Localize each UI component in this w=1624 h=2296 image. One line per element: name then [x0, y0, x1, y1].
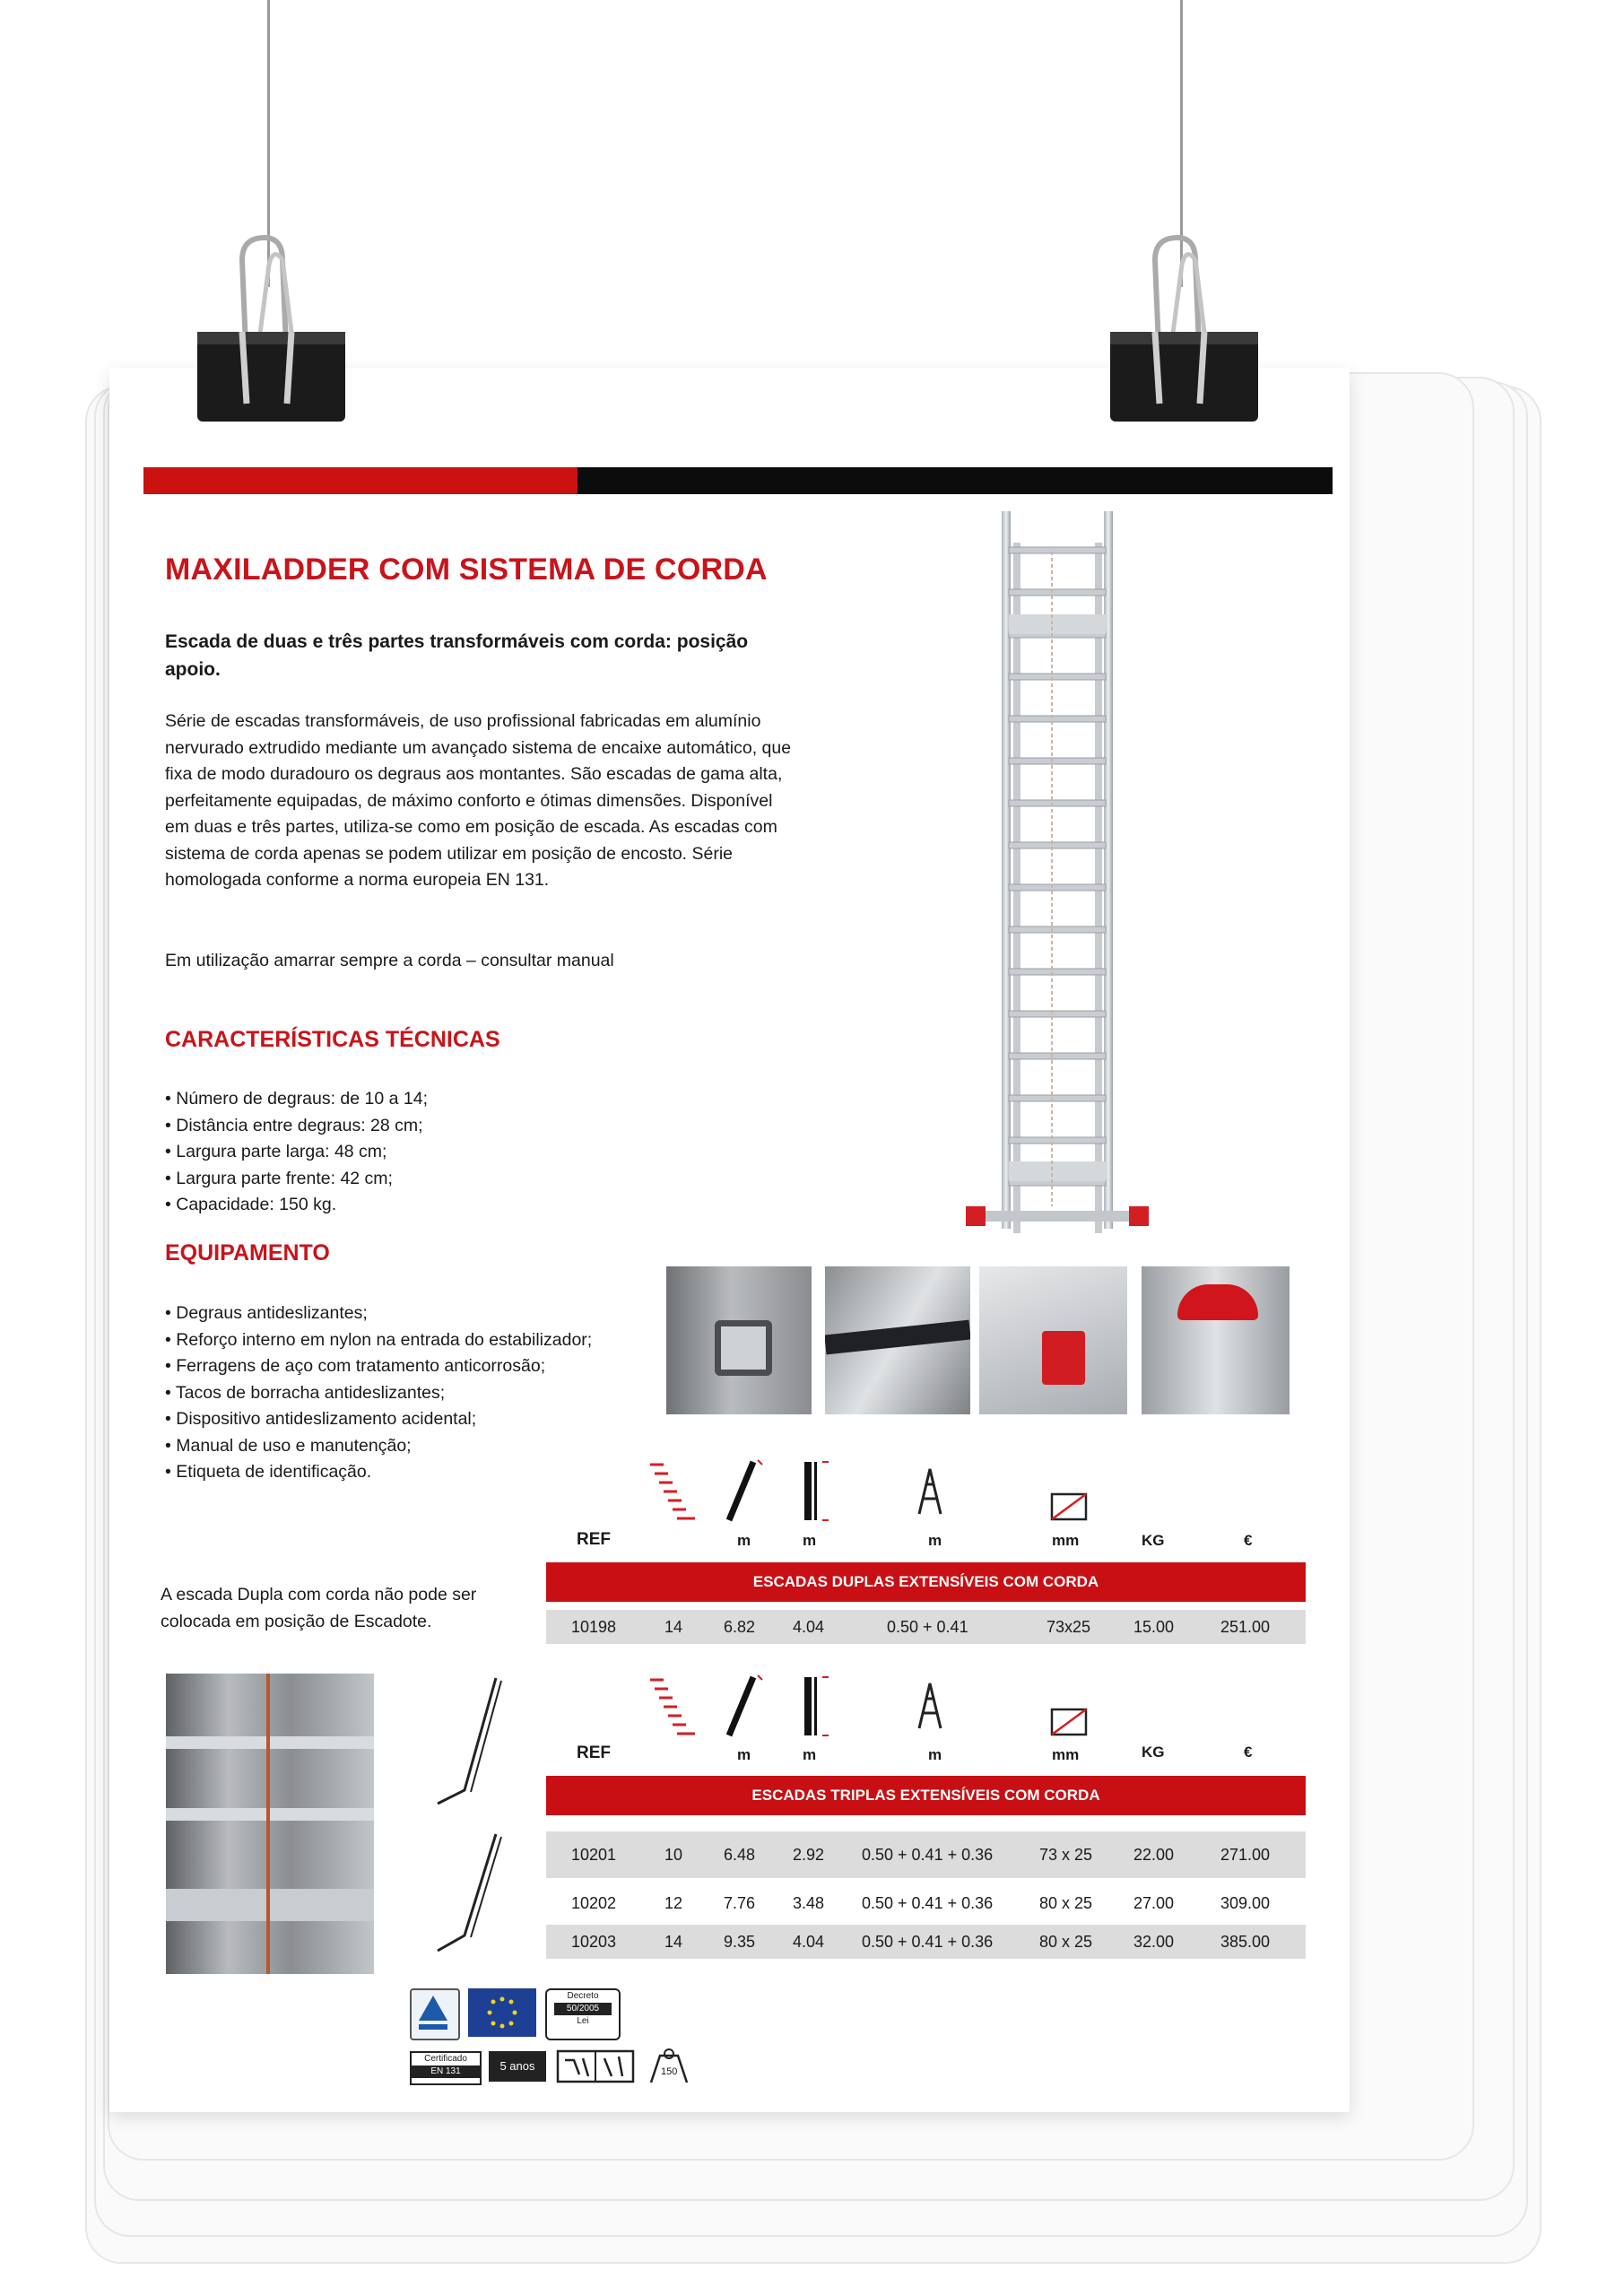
cell-profile: 80 x 25 [1039, 1933, 1093, 1951]
cell-price: 385.00 [1220, 1933, 1271, 1951]
list-item: • Ferragens de aço com tratamento anticorrosão; [165, 1353, 631, 1380]
cell-width: 0.50 + 0.41 + 0.36 [862, 1933, 994, 1951]
cell-steps: 14 [664, 1618, 683, 1636]
col-ext-length: m [737, 1746, 751, 1763]
header-bar-black [578, 467, 1333, 494]
cell-width: 0.50 + 0.41 + 0.36 [862, 1846, 994, 1864]
list-item: • Etiqueta de identificação. [165, 1459, 631, 1486]
cell-steps: 14 [664, 1933, 683, 1951]
product-description: Série de escadas transformáveis, de uso profissional fabricadas em alumínio nervurado extrudido mediante um avançado sistema de encaixe automático, que fixa de modo duradouro os degraus aos montantes. São escadas de gama alta, perfeitamente equipadas, de máximo conforto e ótimas dimensões. Disponível em duas e três partes, utiliza-se como em posição de escada. As escadas com sistema de corda apenas se podem utilizar em posição de encosto. Série homologada conforme a norma europeia EN 131. [165, 711, 792, 890]
col-profile: mm [1052, 1746, 1080, 1763]
equipment-heading: EQUIPAMENTO [165, 1240, 330, 1265]
binder-clip-icon [1106, 224, 1263, 435]
cell-price: 251.00 [1220, 1618, 1271, 1636]
cell-kg: 22.00 [1133, 1846, 1175, 1864]
a-frame-icon [912, 1465, 948, 1518]
list-item: • Tacos de borracha antideslizantes; [165, 1380, 631, 1407]
cell-ref: 10202 [571, 1894, 617, 1912]
list-item: • Dispositivo antideslizamento acidental; [165, 1406, 631, 1433]
decreto-badge [545, 1988, 621, 2040]
col-width: m [928, 1532, 942, 1549]
extended-length-icon [722, 1457, 767, 1525]
cell-kg: 27.00 [1133, 1894, 1175, 1912]
tech-heading: CARACTERÍSTICAS TÉCNICAS [165, 1027, 500, 1052]
col-weight: KG [1142, 1744, 1165, 1761]
col-weight: KG [1142, 1532, 1165, 1549]
warranty-badge [489, 2051, 546, 2082]
table-row [546, 1925, 1306, 1959]
table-row [546, 1831, 1306, 1878]
list-item: • Distância entre degraus: 28 cm; [165, 1113, 428, 1140]
extension-ladder-image [946, 507, 1161, 1251]
warranty-label: 5 anos [499, 2059, 535, 2073]
list-item: • Degraus antideslizantes; [165, 1300, 631, 1327]
tuv-badge [410, 1988, 460, 2040]
cell-closed: 4.04 [793, 1618, 825, 1636]
rope-detail-photo [166, 1674, 374, 1974]
cell-ref: 10203 [571, 1933, 617, 1951]
col-width: m [928, 1746, 942, 1763]
cell-width: 0.50 + 0.41 + 0.36 [862, 1894, 994, 1912]
col-ext-length: m [737, 1532, 751, 1549]
cell-closed: 4.04 [793, 1933, 825, 1951]
cell-ext: 9.35 [724, 1933, 756, 1951]
profile-section-icon [1049, 1492, 1090, 1523]
certificado-label: Certificado [424, 2054, 467, 2064]
eu-flag-badge [468, 1988, 536, 2037]
cell-profile: 80 x 25 [1039, 1894, 1093, 1912]
cell-steps: 10 [664, 1846, 683, 1864]
product-title: MAXILADDER COM SISTEMA DE CORDA [165, 552, 768, 587]
usage-note: Em utilização amarrar sempre a corda – consultar manual [165, 951, 614, 970]
list-item: • Número de degraus: de 10 a 14; [165, 1086, 428, 1113]
col-closed-length: m [803, 1532, 817, 1549]
ladder-lean-icon [433, 1674, 505, 1808]
cell-closed: 3.48 [793, 1894, 825, 1912]
binder-clip-icon [193, 224, 350, 435]
a-frame-icon [912, 1679, 948, 1733]
decreto-label: Decreto [567, 1991, 599, 2001]
cell-steps: 12 [664, 1894, 683, 1912]
product-subtitle: Escada de duas e três partes transformáveis com corda: posição apoio. [165, 631, 749, 680]
list-item: • Manual de uso e manutenção; [165, 1433, 631, 1460]
detail-photo-stabilizer [979, 1266, 1127, 1414]
cell-width: 0.50 + 0.41 [887, 1618, 968, 1636]
cell-profile: 73 x 25 [1039, 1846, 1093, 1864]
list-item: • Largura parte larga: 48 cm; [165, 1139, 428, 1166]
usage-pictogram-icon [556, 2049, 635, 2083]
list-item: • Capacidade: 150 kg. [165, 1192, 428, 1219]
en131-label: EN 131 [412, 2066, 480, 2078]
capacity-label: 150 [661, 2066, 678, 2077]
col-ref: REF [577, 1530, 611, 1549]
table-row [546, 1886, 1306, 1920]
capacity-badge [646, 2047, 692, 2084]
cell-ref: 10198 [571, 1618, 617, 1636]
cell-kg: 32.00 [1133, 1933, 1175, 1951]
table-duplas-header: ESCADAS DUPLAS EXTENSÍVEIS COM CORDA [546, 1562, 1306, 1602]
steps-icon [646, 1675, 699, 1738]
en131-badge [410, 2051, 482, 2085]
extended-length-icon [722, 1673, 767, 1740]
dupla-note: A escada Dupla com corda não pode ser colocada em posição de Escadote. [161, 1585, 477, 1631]
lei-label: Lei [577, 2016, 589, 2026]
detail-photo-rung [666, 1266, 812, 1414]
cell-ext: 7.76 [724, 1894, 756, 1912]
profile-section-icon [1049, 1707, 1090, 1738]
closed-length-icon [800, 1673, 836, 1740]
list-item: • Largura parte frente: 42 cm; [165, 1166, 428, 1193]
detail-photo-foot [1142, 1266, 1290, 1414]
header-bar-red [143, 467, 578, 494]
cell-ext: 6.48 [724, 1846, 756, 1864]
decreto-number: 50/2005 [554, 2003, 612, 2015]
col-closed-length: m [803, 1746, 817, 1763]
ladder-lean-icon [433, 1830, 505, 1955]
table-row [546, 1610, 1306, 1644]
table-triplas-header: ESCADAS TRIPLAS EXTENSÍVEIS COM CORDA [546, 1776, 1306, 1815]
closed-length-icon [800, 1457, 836, 1525]
cell-ref: 10201 [571, 1846, 617, 1864]
cell-kg: 15.00 [1133, 1618, 1175, 1636]
equipment-list [165, 1300, 631, 1486]
col-price: € [1244, 1532, 1253, 1549]
tech-list [165, 1086, 428, 1219]
steps-icon [646, 1460, 699, 1523]
cell-profile: 73x25 [1046, 1618, 1091, 1636]
cell-price: 271.00 [1220, 1846, 1271, 1864]
col-profile: mm [1052, 1532, 1080, 1549]
cell-ext: 6.82 [724, 1618, 756, 1636]
col-price: € [1244, 1744, 1253, 1761]
col-ref: REF [577, 1744, 611, 1762]
cell-closed: 2.92 [793, 1846, 825, 1864]
list-item: • Reforço interno em nylon na entrada do estabilizador; [165, 1327, 631, 1354]
cell-price: 309.00 [1220, 1894, 1271, 1912]
detail-photo-bracket [825, 1266, 970, 1414]
